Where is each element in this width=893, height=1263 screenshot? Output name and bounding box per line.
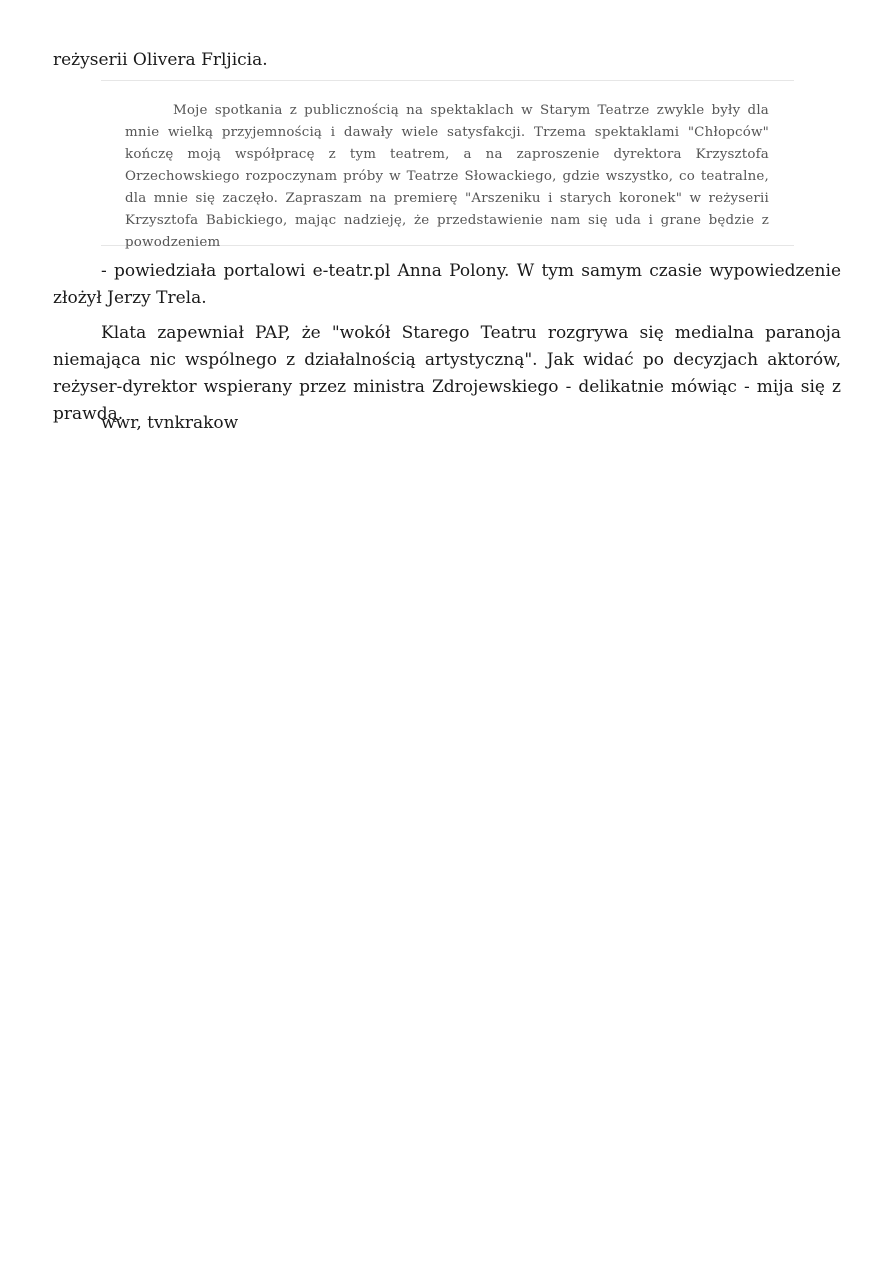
paragraph-attribution: - powiedziała portalowi e-teatr.pl Anna Polony. W tym samym czasie wypowiedzenie złożył Jerzy Trela.	[53, 261, 841, 308]
lead-line: reżyserii Olivera Frljicia.	[53, 50, 268, 70]
paragraph-klata: Klata zapewniał PAP, że "wokół Starego Teatru rozgrywa się medialna paranoja niemająca nic wspólnego z działalnością artystyczną". Jak widać po decyzjach aktorów, reżyser-dyrektor wspierany przez ministra Zdrojewskiego - delikatnie mówiąc - mija się z prawdą.	[53, 323, 841, 424]
quote-text: Moje spotkania z publicznością na spektaklach w Starym Teatrze zwykle były dla mnie wielką przyjemnością i dawały wiele satysfakcji. Trzema spektaklami "Chłopców" kończę moją współpracę z tym teatrem, a na zaproszenie dyrektora Krzysztofa Orzechowskiego rozpoczynam próby w Teatrze Słowackiego, gdzie wszystko, co teatralne, dla mnie się zaczęło. Zapraszam na premierę "Arszeniku i starych koronek" w reżyserii Krzysztofa Babickiego, mając nadzieję, że przedstawienie nam się uda i grane będzie z powodzeniem	[125, 103, 769, 250]
paragraph-source: wwr, tvnkrakow	[101, 413, 239, 433]
quote-block	[101, 80, 794, 250]
